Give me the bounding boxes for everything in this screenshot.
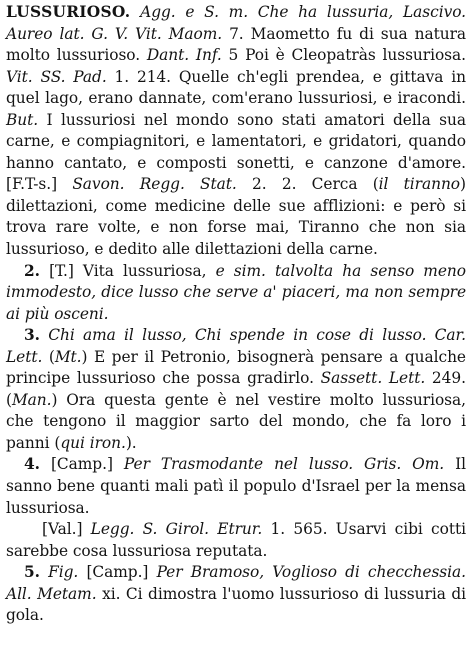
italic-text: Per Bramoso, Voglioso di checchessia. All. Metam. (6, 563, 466, 603)
italic-text: e sim. talvolta ha senso meno immodesto, dice lusso che serve a' piaceri, ma non sempre ai più osceni. (6, 261, 466, 323)
text-run: ( (42, 347, 55, 366)
text-run: ) Ora questa gente è nel vestire molto lussuriosa, che tengono il maggior sarto del mondo, che fa loro i panni ( (6, 390, 466, 452)
text-run: 249. ( (6, 369, 466, 409)
text-run: I lussuriosi nel mondo sono stati amatori della sua carne, e compiagnitori, e lamentatori, e gridatori, quando hanno cantato, e composti sonetti, e canzone d'amore. [F.T-s.] (6, 110, 466, 194)
entry-sense (6, 261, 466, 326)
italic-text: Man. (11, 390, 52, 409)
text-run: ) dilettazioni, come medicine delle sue afflizioni: e però si trova rare volte, e non forse mai, Tiranno che non sia lussurioso, e dedito alle dilettazioni della carne. (6, 175, 466, 259)
text-run: 7. Maometto fu di sua natura molto lussurioso. (6, 24, 467, 65)
italic-text: Agg. e S. m. Che ha lussuria, Lascivo. Aureo lat. G. V. Vit. Maom. (6, 3, 467, 43)
entry-sense (6, 454, 466, 519)
text-run: 1. 214. Quelle ch'egli prendea, e gittava in quel lago, erano dannate, com'erano lussuriosi, e iracondi. (6, 67, 466, 108)
italic-text: il tiranno (378, 175, 461, 194)
italic-text: Legg. S. Girol. Etrur. (90, 520, 263, 539)
italic-text: Mt. (54, 347, 82, 366)
text-run: [Val.] (42, 520, 91, 539)
dictionary-entry (6, 2, 466, 627)
italic-text: Per Trasmodante nel lusso. Gris. Om. (123, 455, 445, 474)
entry-definition (6, 2, 466, 261)
italic-text: qui iron. (60, 433, 126, 452)
text-run: [Camp.] (39, 455, 124, 474)
italic-text: Vit. SS. Pad. (6, 67, 107, 86)
text-run: ). (125, 433, 137, 452)
italic-text: Sassett. Lett. (320, 369, 426, 388)
sense-number: 4. (24, 455, 40, 474)
text-run: Il sanno bene quanti mali patì il populo d'Israel per la mensa lussuriosa. (6, 455, 466, 517)
headword: LUSSURIOSO. (6, 3, 131, 21)
entry-sense (6, 325, 466, 454)
sense-number: 3. (24, 326, 40, 345)
italic-text: Dant. Inf. (146, 46, 222, 65)
entry-sense (6, 562, 466, 627)
italic-text: But. (6, 110, 39, 129)
sense-number: 2. (24, 261, 40, 280)
italic-text: Chi ama il lusso, Chi spende in cose di lusso. Car. Lett. (6, 326, 466, 366)
italic-text: Savon. Regg. Stat. (72, 175, 237, 194)
italic-text: Fig. (39, 563, 79, 582)
sense-number: 5. (24, 563, 40, 582)
text-run: [Camp.] (78, 563, 157, 582)
entry-sense (6, 519, 466, 562)
text-run: 1. 565. Usarvi cibi cotti sarebbe cosa lussuriosa reputata. (6, 520, 466, 560)
dictionary-page (6, 2, 466, 627)
text-run: 2. 2. Cerca ( (236, 175, 379, 194)
text-run: xi. Ci dimostra l'uomo lussurioso di lussuria di gola. (6, 584, 466, 625)
text-run: ) E per il Petronio, bisognerà pensare a qualche principe lussurioso che possa gradirlo. (6, 347, 466, 388)
text-run: [T.] Vita lussuriosa, (39, 261, 216, 280)
text-run: 5 Poi è Cleopatràs lussuriosa. (221, 46, 466, 65)
